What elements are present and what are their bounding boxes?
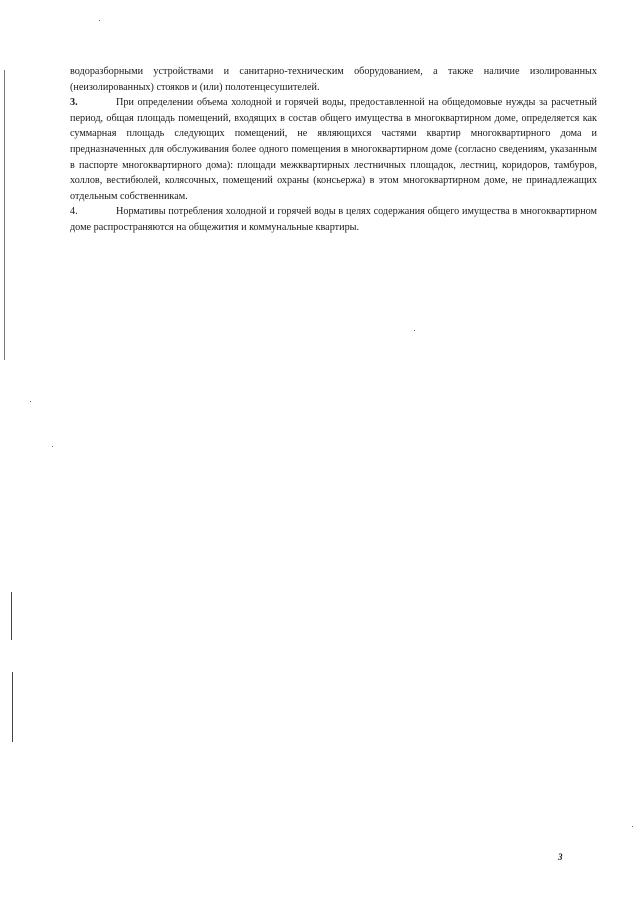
scan-artifact-line <box>11 592 12 640</box>
scan-artifact-line <box>4 70 5 360</box>
paragraph-text: Нормативы потребления холодной и горячей воды в целях содержания общего имущества в многоквартирном доме распространяются на общежития и коммунальные квартиры. <box>70 206 597 233</box>
paragraph-text: водоразборными устройствами и санитарно-техническим оборудованием, а также наличие изолированных (неизолированных) стояков и (или) полотенцесушителей. <box>70 66 597 93</box>
scan-artifact-dot <box>99 20 100 21</box>
page-number: 3 <box>558 852 563 862</box>
scan-artifact-line <box>12 672 13 742</box>
scan-artifact-dot <box>414 330 415 331</box>
paragraph-text: При определении объема холодной и горячей воды, предоставленной на общедомовые нужды за расчетный период, общая площадь помещений, входящих в состав общего имущества в многоквартирном доме, определяется как суммарная площадь следующих помещений, не являющихся частями квартир многоквартирного дома и предназначенных для обслуживания более одного помещения в многоквартирном доме (согласно сведениям, указанным в паспорте многоквартирного дома): площади межквартирных лестничных площадок, лестниц, коридоров, тамбуров, холлов, вестибюлей, колясочных, помещений охраны (консьержа) в этом многоквартирном доме, не принадлежащих отдельным собственникам. <box>70 97 597 202</box>
paragraph-number: 4. <box>70 206 78 218</box>
paragraph-continuation <box>70 64 597 95</box>
scan-artifact-dot <box>632 826 633 827</box>
scan-artifact-dot <box>30 401 31 402</box>
paragraph-number: 3. <box>70 97 78 109</box>
paragraph-4 <box>70 204 597 235</box>
body-text <box>70 64 597 236</box>
paragraph-3 <box>70 95 597 204</box>
scan-artifact-dot <box>52 446 53 447</box>
